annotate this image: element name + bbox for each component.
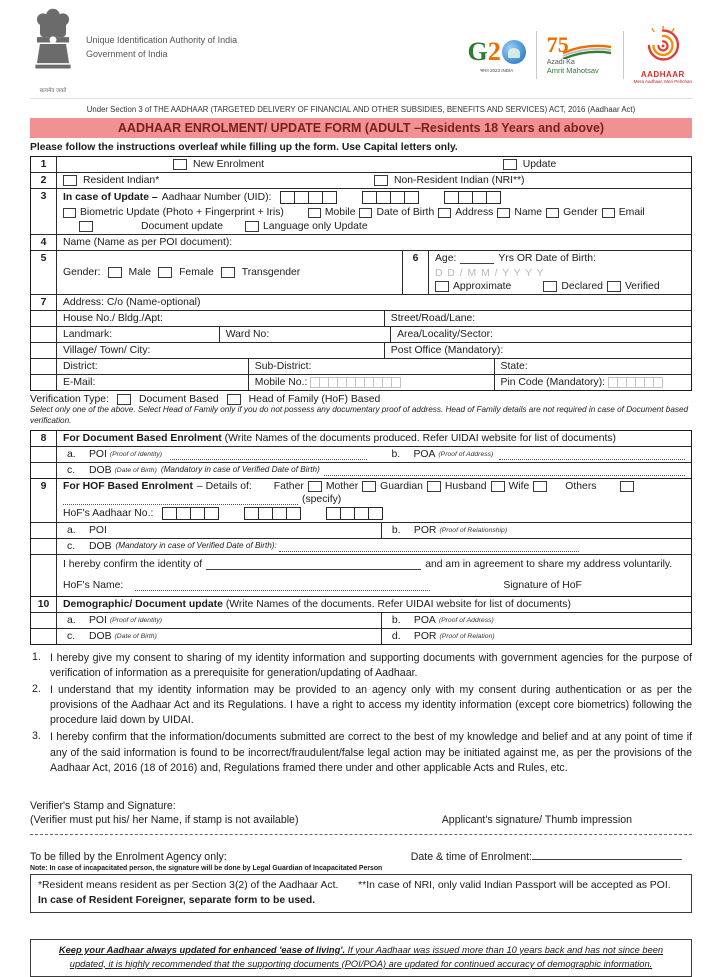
guardian-checkbox[interactable] xyxy=(427,481,441,492)
form-table-row9 xyxy=(30,479,692,597)
husband-label: Husband xyxy=(444,481,487,493)
form-row-9-c: c. DOB (Mandatory in case of Verified Date of Birth): xyxy=(31,538,691,554)
form-row-3: 3 In case of Update – Aadhaar Number (UID): Biometric Update (Photo + Fingerprint + Iris) Mobile Date of Birth Address Name Gender Email Document update Language only Update xyxy=(31,188,691,234)
address-row-house-street xyxy=(31,310,691,326)
verification-type-label: Verification Type: xyxy=(30,394,109,405)
female-label: Female xyxy=(179,267,214,278)
gender-update-checkbox[interactable] xyxy=(546,208,559,218)
village-field[interactable]: Village/ Town/ City: xyxy=(63,345,151,356)
others-label: Others xyxy=(565,481,597,493)
form-row-10-title: 10 Demographic/ Document update (Write Names of the documents. Refer UIDAI website for list of documents) xyxy=(31,597,691,612)
nri-label: Non-Resident Indian (NRI**) xyxy=(394,175,525,186)
fill-instructions: Please follow the instructions overleaf while filling up the form. Use Capital letters only. xyxy=(30,142,458,153)
specify-label: (specify) xyxy=(302,494,342,506)
form-row-8-title: 8 For Document Based Enrolment (Write Names of the documents produced. Refer UIDAI website for list of documents) xyxy=(31,431,691,446)
resident-indian-checkbox[interactable] xyxy=(63,175,77,186)
biometric-update-label: Biometric Update (Photo + Fingerprint + Iris) xyxy=(80,207,284,218)
uid-digit-boxes[interactable] xyxy=(445,191,501,204)
hof-aadhaar-label: HoF's Aadhaar No.: xyxy=(63,508,154,520)
street-field[interactable]: Street/Road/Lane: xyxy=(384,311,691,326)
form-row-8-ab: a. POI (Proof of Identity) b. POA (Proof of Address) xyxy=(31,446,691,462)
hof-name-label: HoF's Name: xyxy=(63,580,124,592)
act-reference-line: Under Section 3 of THE AADHAAR (TARGETED DELIVERY OF FINANCIAL AND OTHER SUBSIDIES, BENEFITS AND SERVICES) ACT, 2016 (Aadhaar Act) xyxy=(86,105,636,114)
relation-specify-field[interactable] xyxy=(63,495,298,505)
form-table-row10 xyxy=(30,597,692,645)
transgender-checkbox[interactable] xyxy=(221,267,235,278)
age-verified-checkbox[interactable] xyxy=(607,281,621,292)
address-co-field[interactable] xyxy=(57,295,691,310)
state-field[interactable]: State: xyxy=(494,359,691,374)
consent-item: 1. I hereby give my consent to sharing of my identity information and supporting documents with government agencies for the purpose of verification of information as a prerequisite for generation/updating of Aadhaar. xyxy=(32,651,692,680)
gender-label: Gender: xyxy=(63,267,101,278)
hof-dob-label: DOB xyxy=(89,541,112,553)
resident-indian-label: Resident Indian* xyxy=(83,175,160,186)
address-row-email-mobile-pin xyxy=(31,374,691,390)
wife-label: Wife xyxy=(508,481,530,493)
male-checkbox[interactable] xyxy=(108,267,122,278)
ward-field[interactable]: Ward No: xyxy=(219,327,390,342)
female-checkbox[interactable] xyxy=(158,267,172,278)
document-update-label: Document update xyxy=(141,221,224,232)
update-checkbox[interactable] xyxy=(503,159,517,170)
new-enrolment-label: New Enrolment xyxy=(192,159,265,170)
mobile-field[interactable]: Mobile No.: xyxy=(248,375,494,390)
header-divider xyxy=(536,31,537,79)
keep-updated-rest: If your Aadhaar was issued more than 10 years back and has not since been updated, it is highly recommended that the supporting documents (POI/POA) are updated for continued accuracy of demographic information. xyxy=(69,944,664,969)
confirm-identity-field[interactable] xyxy=(206,559,421,570)
form-row-2: 2 Resident Indian* Non-Resident Indian (NRI**) xyxy=(31,172,691,188)
language-update-label: Language only Update xyxy=(263,221,368,232)
address-update-checkbox[interactable] xyxy=(438,208,451,218)
yrs-dob-label: Yrs OR Date of Birth: xyxy=(498,253,596,264)
demo-por-label: POR xyxy=(413,631,437,643)
hof-aadhaar-digit-boxes[interactable] xyxy=(327,507,383,520)
verifier-name-note: (Verifier must put his/ her Name, if stamp is not available) xyxy=(30,813,299,826)
doc-dob-label: DOB xyxy=(89,465,112,477)
biometric-update-checkbox[interactable] xyxy=(63,208,76,218)
age-declared-checkbox[interactable] xyxy=(543,281,557,292)
doc-poa-fill-field[interactable] xyxy=(499,450,685,460)
mobile-digit-boxes[interactable] xyxy=(311,377,401,388)
doc-poi-fill-field[interactable] xyxy=(170,450,367,460)
pin-digit-boxes[interactable] xyxy=(609,377,663,388)
header-divider xyxy=(623,31,624,79)
doc-poa-label: POA xyxy=(413,449,436,461)
form-row-7: 7 Address: C/o (Name-optional) xyxy=(31,294,691,310)
father-label: Father xyxy=(273,481,304,493)
mother-label: Mother xyxy=(325,481,359,493)
update-case-label: Aadhaar Number (UID): xyxy=(161,192,272,203)
resident-definition-box xyxy=(30,874,692,913)
address-row-landmark-ward-area xyxy=(31,326,691,342)
consent-item: 3. I hereby confirm that the information/documents submitted are correct to the best of my knowledge and belief and at any point of time if any of the said information is found to be incorrect/fraudulent/false legal action may be initiated against me, as per the provisions of the Aadhaar Act, 2016 (18 of 2016) and, Regulations framed there under and other applicable Acts and Rules, etc. xyxy=(32,730,692,774)
doc-dob-fill-field[interactable] xyxy=(324,466,685,476)
name-update-checkbox[interactable] xyxy=(497,208,510,218)
guardian-label: Guardian xyxy=(380,481,423,493)
national-emblem-icon xyxy=(30,67,76,84)
verification-type-section xyxy=(30,394,692,426)
update-case-label-bold: In case of Update – xyxy=(63,192,158,203)
confirm-identity-pre: I hereby confirm the identity of xyxy=(63,559,203,571)
dob-update-checkbox[interactable] xyxy=(359,208,372,218)
area-field[interactable]: Area/Locality/Sector: xyxy=(390,327,691,342)
form-row-1: 1 New Enrolment Update xyxy=(31,157,691,172)
g20-caption: भारत 2023 INDIA xyxy=(479,67,514,73)
house-field[interactable]: House No./ Bldg./Apt: xyxy=(63,313,163,324)
aadhaar-fingerprint-icon xyxy=(643,26,683,64)
form-row-9-ab: a. POI b. POR (Proof of Relationship) xyxy=(31,522,691,538)
father-checkbox[interactable] xyxy=(308,481,322,492)
age-field[interactable] xyxy=(460,253,494,264)
name-update-label: Name xyxy=(514,207,543,218)
uid-digit-boxes[interactable] xyxy=(281,191,337,204)
org-government: Government of India xyxy=(86,48,168,59)
hof-poi-label: POI xyxy=(89,525,107,537)
demo-poa-label: POA xyxy=(413,615,436,627)
age-approximate-checkbox[interactable] xyxy=(435,281,449,292)
verification-document-checkbox[interactable] xyxy=(117,394,131,405)
form-row-10-cd: c. DOB (Date of Birth) d. POR (Proof of Relation) xyxy=(31,628,691,644)
dob-placeholder[interactable]: D D / M M / Y Y Y Y xyxy=(435,268,545,279)
email-update-label: Email xyxy=(618,207,645,218)
enrolment-datetime-field[interactable] xyxy=(532,849,682,860)
address-co-label: Address: C/o (Name-optional) xyxy=(63,297,201,308)
resident-foreigner-note: In case of Resident Foreigner, separate form to be used. xyxy=(38,894,316,906)
verifier-stamp-label: Verifier's Stamp and Signature: xyxy=(30,799,176,812)
verification-document-label: Document Based xyxy=(138,394,219,405)
verification-hof-label: Head of Family (HoF) Based xyxy=(248,394,381,405)
language-update-checkbox[interactable] xyxy=(245,221,259,232)
dob-update-label: Date of Birth xyxy=(376,207,435,218)
update-label: Update xyxy=(522,159,557,170)
address-row-district-state xyxy=(31,358,691,374)
mobile-update-checkbox[interactable] xyxy=(308,208,321,218)
address-row-village-post xyxy=(31,342,691,358)
mobile-update-label: Mobile xyxy=(324,207,356,218)
email-update-checkbox[interactable] xyxy=(602,208,615,218)
form-title-banner: AADHAAR ENROLMENT/ UPDATE FORM (ADULT –Residents 18 Years and above) xyxy=(30,118,692,138)
name-field[interactable] xyxy=(57,235,691,250)
g20-logo: G 2 भारत 2023 INDIA xyxy=(467,37,525,74)
pin-code-field[interactable]: Pin Code (Mandatory): xyxy=(494,375,691,390)
wife-checkbox[interactable] xyxy=(533,481,547,492)
form-row-9-confirm xyxy=(31,554,691,596)
hof-por-label: POR xyxy=(413,525,437,537)
form-table-row8 xyxy=(30,430,692,479)
age-label: Age: xyxy=(435,253,457,264)
mother-checkbox[interactable] xyxy=(362,481,376,492)
incapacitated-note: Note: In case of incapacitated person, the signature will be done by Legal Guardian of Incapacitated Person xyxy=(30,864,383,872)
post-office-field[interactable]: Post Office (Mandatory): xyxy=(384,343,691,358)
azadi-text-2: Amrit Mahotsav xyxy=(546,66,599,75)
email-field[interactable]: E-Mail: xyxy=(63,377,96,388)
applicant-signature-label: Applicant's signature/ Thumb impression xyxy=(441,813,632,826)
landmark-field[interactable]: Landmark: xyxy=(63,329,113,340)
address-update-label: Address xyxy=(455,207,494,218)
org-name: Unique Identification Authority of India xyxy=(86,35,238,45)
consent-item: 2. I understand that my identity information may be provided to an agency only with my consent during authentication or as per the provisions of the Aadhaar Act and its Regulations. I have a right to access my identity information (except core biometrics) following the procedure laid down by UIDAI. xyxy=(32,683,692,727)
signature-dashed-separator xyxy=(30,834,692,835)
nri-checkbox[interactable] xyxy=(374,175,388,186)
doc-poi-label: POI xyxy=(89,449,107,461)
gender-update-label: Gender xyxy=(563,207,598,218)
footer-section xyxy=(30,800,692,977)
hof-dob-fill-field[interactable] xyxy=(279,542,579,552)
age-verified-label: Verified xyxy=(624,281,660,292)
enrolment-agency-label: To be filled by the Enrolment Agency only: xyxy=(30,850,227,863)
verification-hof-checkbox[interactable] xyxy=(227,394,241,405)
aadhaar-wordmark: AADHAAR xyxy=(640,70,685,79)
keep-updated-bold: Keep your Aadhaar always updated for enhanced 'ease of living'. xyxy=(58,944,346,955)
keep-updated-box xyxy=(30,939,692,977)
confirm-identity-post: and am in agreement to share my address voluntarily. xyxy=(425,559,673,571)
verification-note: Select only one of the above. Select Head of Family only if you do not possess any documentary proof of address. Head of Family details are not required in case of Document based verification. xyxy=(30,405,689,425)
male-label: Male xyxy=(128,267,152,278)
aadhaar-tagline: Mera Aadhaar, Meri Pehchan xyxy=(633,79,692,84)
form-row-5-6: 5 Gender: Male Female Transgender 6 Age: Yrs OR Date of Birth: D D / M M / Y Y Y Y Approximate Declared Verified xyxy=(31,250,691,294)
demo-poi-label: POI xyxy=(89,615,107,627)
hof-signature-label: Signature of HoF xyxy=(503,580,582,592)
new-enrolment-checkbox[interactable] xyxy=(173,159,187,170)
form-table-main xyxy=(30,156,692,391)
form-row-10-ab: a. POI (Proof of Identity) b. POA (Proof of Address) xyxy=(31,612,691,628)
header xyxy=(30,8,692,99)
others-checkbox[interactable] xyxy=(620,481,634,492)
form-row-4: 4 Name (Name as per POI document): xyxy=(31,234,691,250)
satyamev-jayate-text: सत्यमेव जयते xyxy=(39,88,67,94)
transgender-label: Transgender xyxy=(241,267,301,278)
resident-note-b: **In case of NRI, only valid Indian Passport will be accepted as POI. xyxy=(358,879,671,891)
document-update-checkbox[interactable] xyxy=(79,221,93,232)
consent-section xyxy=(30,651,692,775)
g20-globe-icon xyxy=(502,40,526,64)
husband-checkbox[interactable] xyxy=(491,481,505,492)
demo-dob-label: DOB xyxy=(89,631,112,643)
uid-digit-boxes[interactable] xyxy=(363,191,419,204)
name-field-label: Name (Name as per POI document): xyxy=(63,237,233,248)
enrolment-datetime-label: Date & time of Enrolment: xyxy=(410,850,532,863)
age-approximate-label: Approximate xyxy=(453,281,512,292)
hof-name-field[interactable] xyxy=(135,581,430,591)
azadi-mahotsav-logo: 75 Azadi Ka Amrit Mahotsav xyxy=(547,35,613,75)
sub-district-field[interactable]: Sub-District: xyxy=(248,359,494,374)
hof-aadhaar-digit-boxes[interactable] xyxy=(245,507,301,520)
form-row-8-c: c. DOB (Date of Birth) (Mandatory in case of Verified Date of Birth) xyxy=(31,462,691,478)
resident-note-a: *Resident means resident as per Section 3(2) of the Aadhaar Act. xyxy=(38,879,339,891)
district-field[interactable]: District: xyxy=(63,361,98,372)
form-row-9-title: 9 For HOF Based Enrolment – Details of: Father Mother Guardian Husband Wife Others (specify) HoF's Aadhaar No.: xyxy=(31,479,691,522)
age-declared-label: Declared xyxy=(561,281,603,292)
aadhaar-logo xyxy=(634,26,692,84)
hof-aadhaar-digit-boxes[interactable] xyxy=(163,507,219,520)
azadi-text-1: Azadi Ka xyxy=(546,59,575,66)
